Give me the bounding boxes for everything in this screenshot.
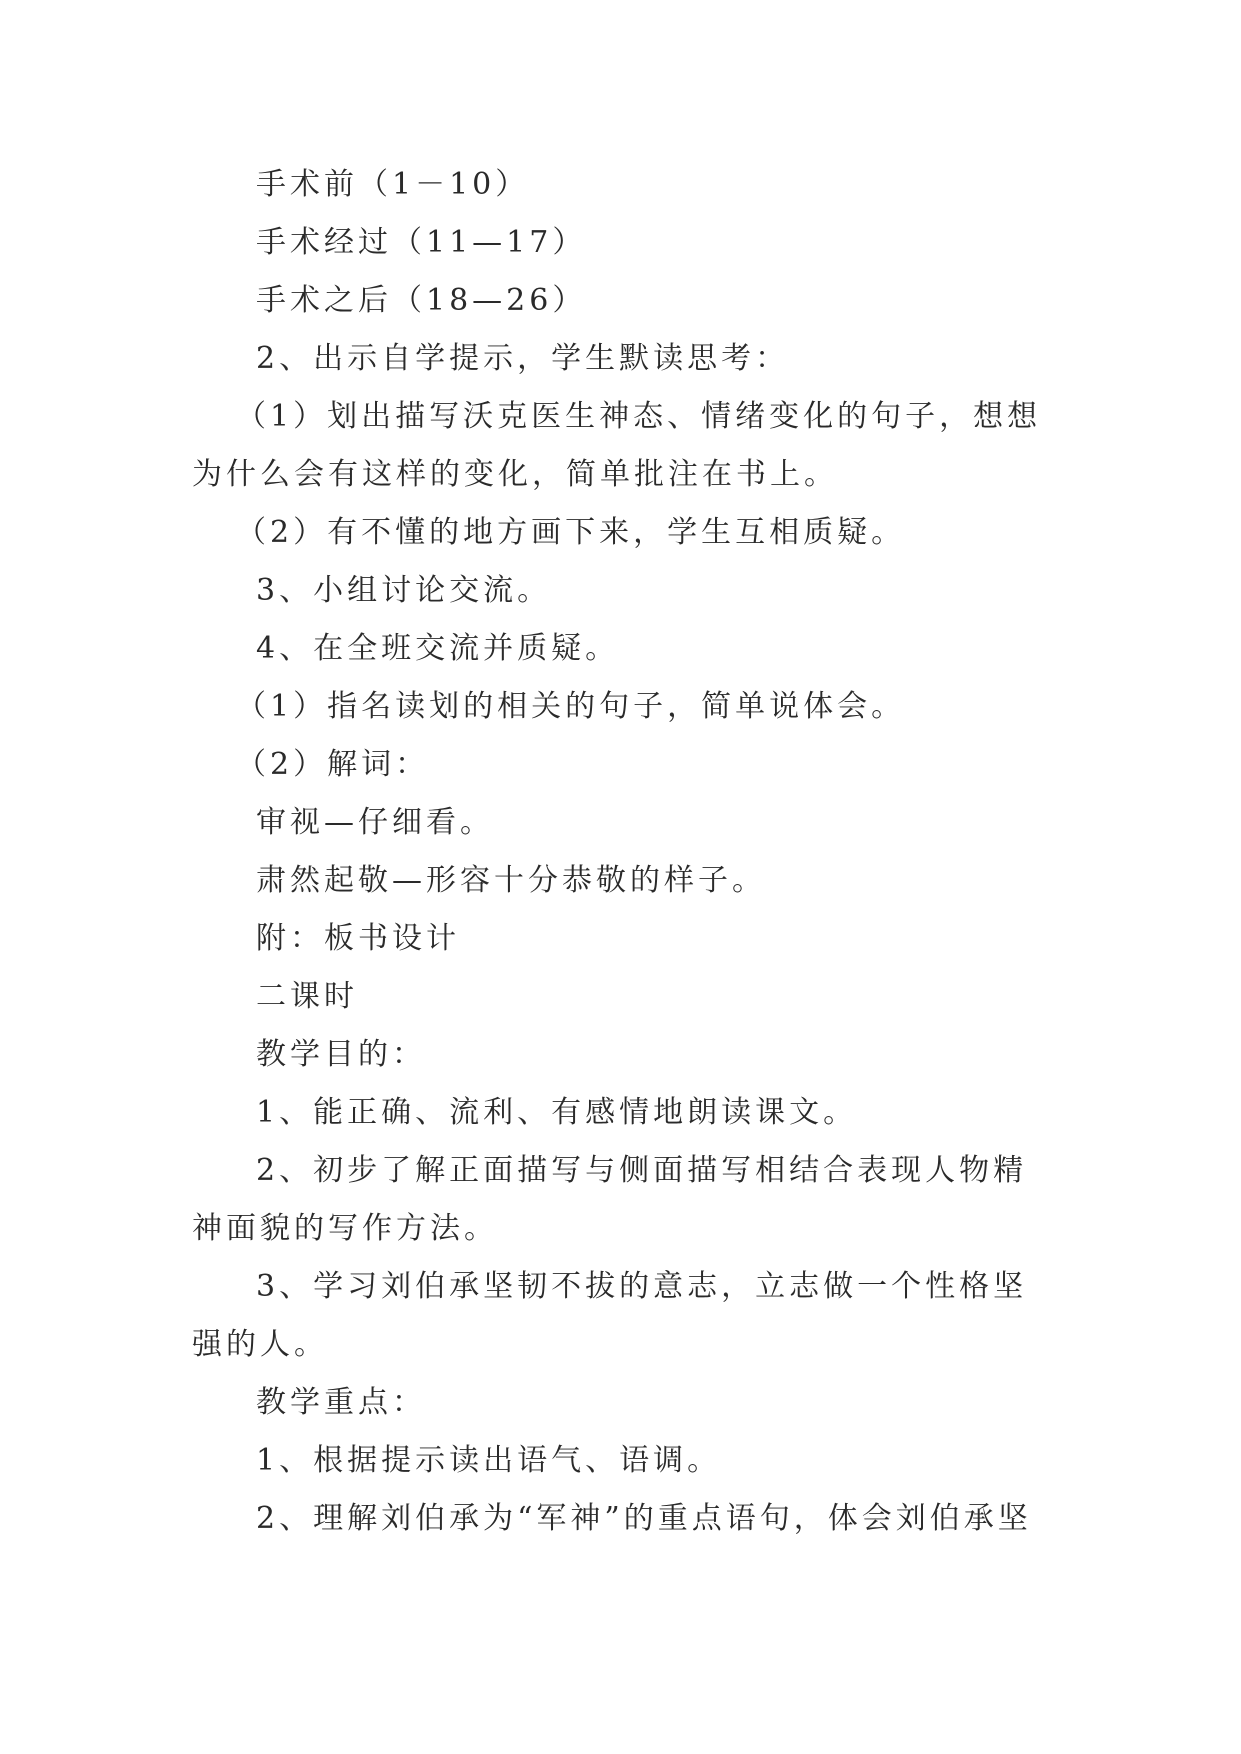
paragraph-exchange-item-1: （1）指名读划的相关的句子，简单说体会。 [236, 689, 906, 724]
paragraph-during-surgery: 手术经过（11—17） [256, 225, 587, 260]
document-body [192, 156, 1054, 1548]
paragraph-vocab-2: 肃然起敬—形容十分恭敬的样子。 [256, 863, 766, 898]
paragraph-group-discussion: 3、小组讨论交流。 [256, 573, 552, 608]
paragraph-goal-2: 2、初步了解正面描写与侧面描写相结合表现人物精神面貌的写作方法。 [192, 1153, 1028, 1246]
paragraph-goal-1: 1、能正确、流利、有感情地朗读课文。 [256, 1095, 858, 1130]
paragraph-focus-2: 2、理解刘伯承为“军神”的重点语句，体会刘伯承坚 [256, 1501, 1032, 1536]
paragraph-goal-3: 3、学习刘伯承坚韧不拔的意志，立志做一个性格坚强的人。 [192, 1269, 1028, 1362]
paragraph-vocab-1: 审视—仔细看。 [256, 805, 494, 840]
paragraph-before-surgery: 手术前（1－10） [256, 167, 530, 202]
paragraph-focus-1: 1、根据提示读出语气、语调。 [256, 1443, 722, 1478]
paragraph-prompt-item-2: （2）有不懂的地方画下来，学生互相质疑。 [236, 515, 906, 550]
paragraph-teaching-focus-heading: 教学重点： [256, 1385, 426, 1420]
paragraph-prompt-item-1: （1）划出描写沃克医生神态、情绪变化的句子，想想为什么会有这样的变化，简单批注在书上。 [192, 399, 1042, 492]
paragraph-board-design: 附：板书设计 [256, 921, 460, 956]
paragraph-after-surgery: 手术之后（18—26） [256, 283, 587, 318]
paragraph-exchange-item-2: （2）解词： [236, 747, 430, 782]
paragraph-class-exchange: 4、在全班交流并质疑。 [256, 631, 620, 666]
paragraph-teaching-goals-heading: 教学目的： [256, 1037, 426, 1072]
paragraph-self-study-prompt: 2、出示自学提示，学生默读思考： [256, 341, 790, 376]
paragraph-second-lesson: 二课时 [256, 979, 358, 1014]
